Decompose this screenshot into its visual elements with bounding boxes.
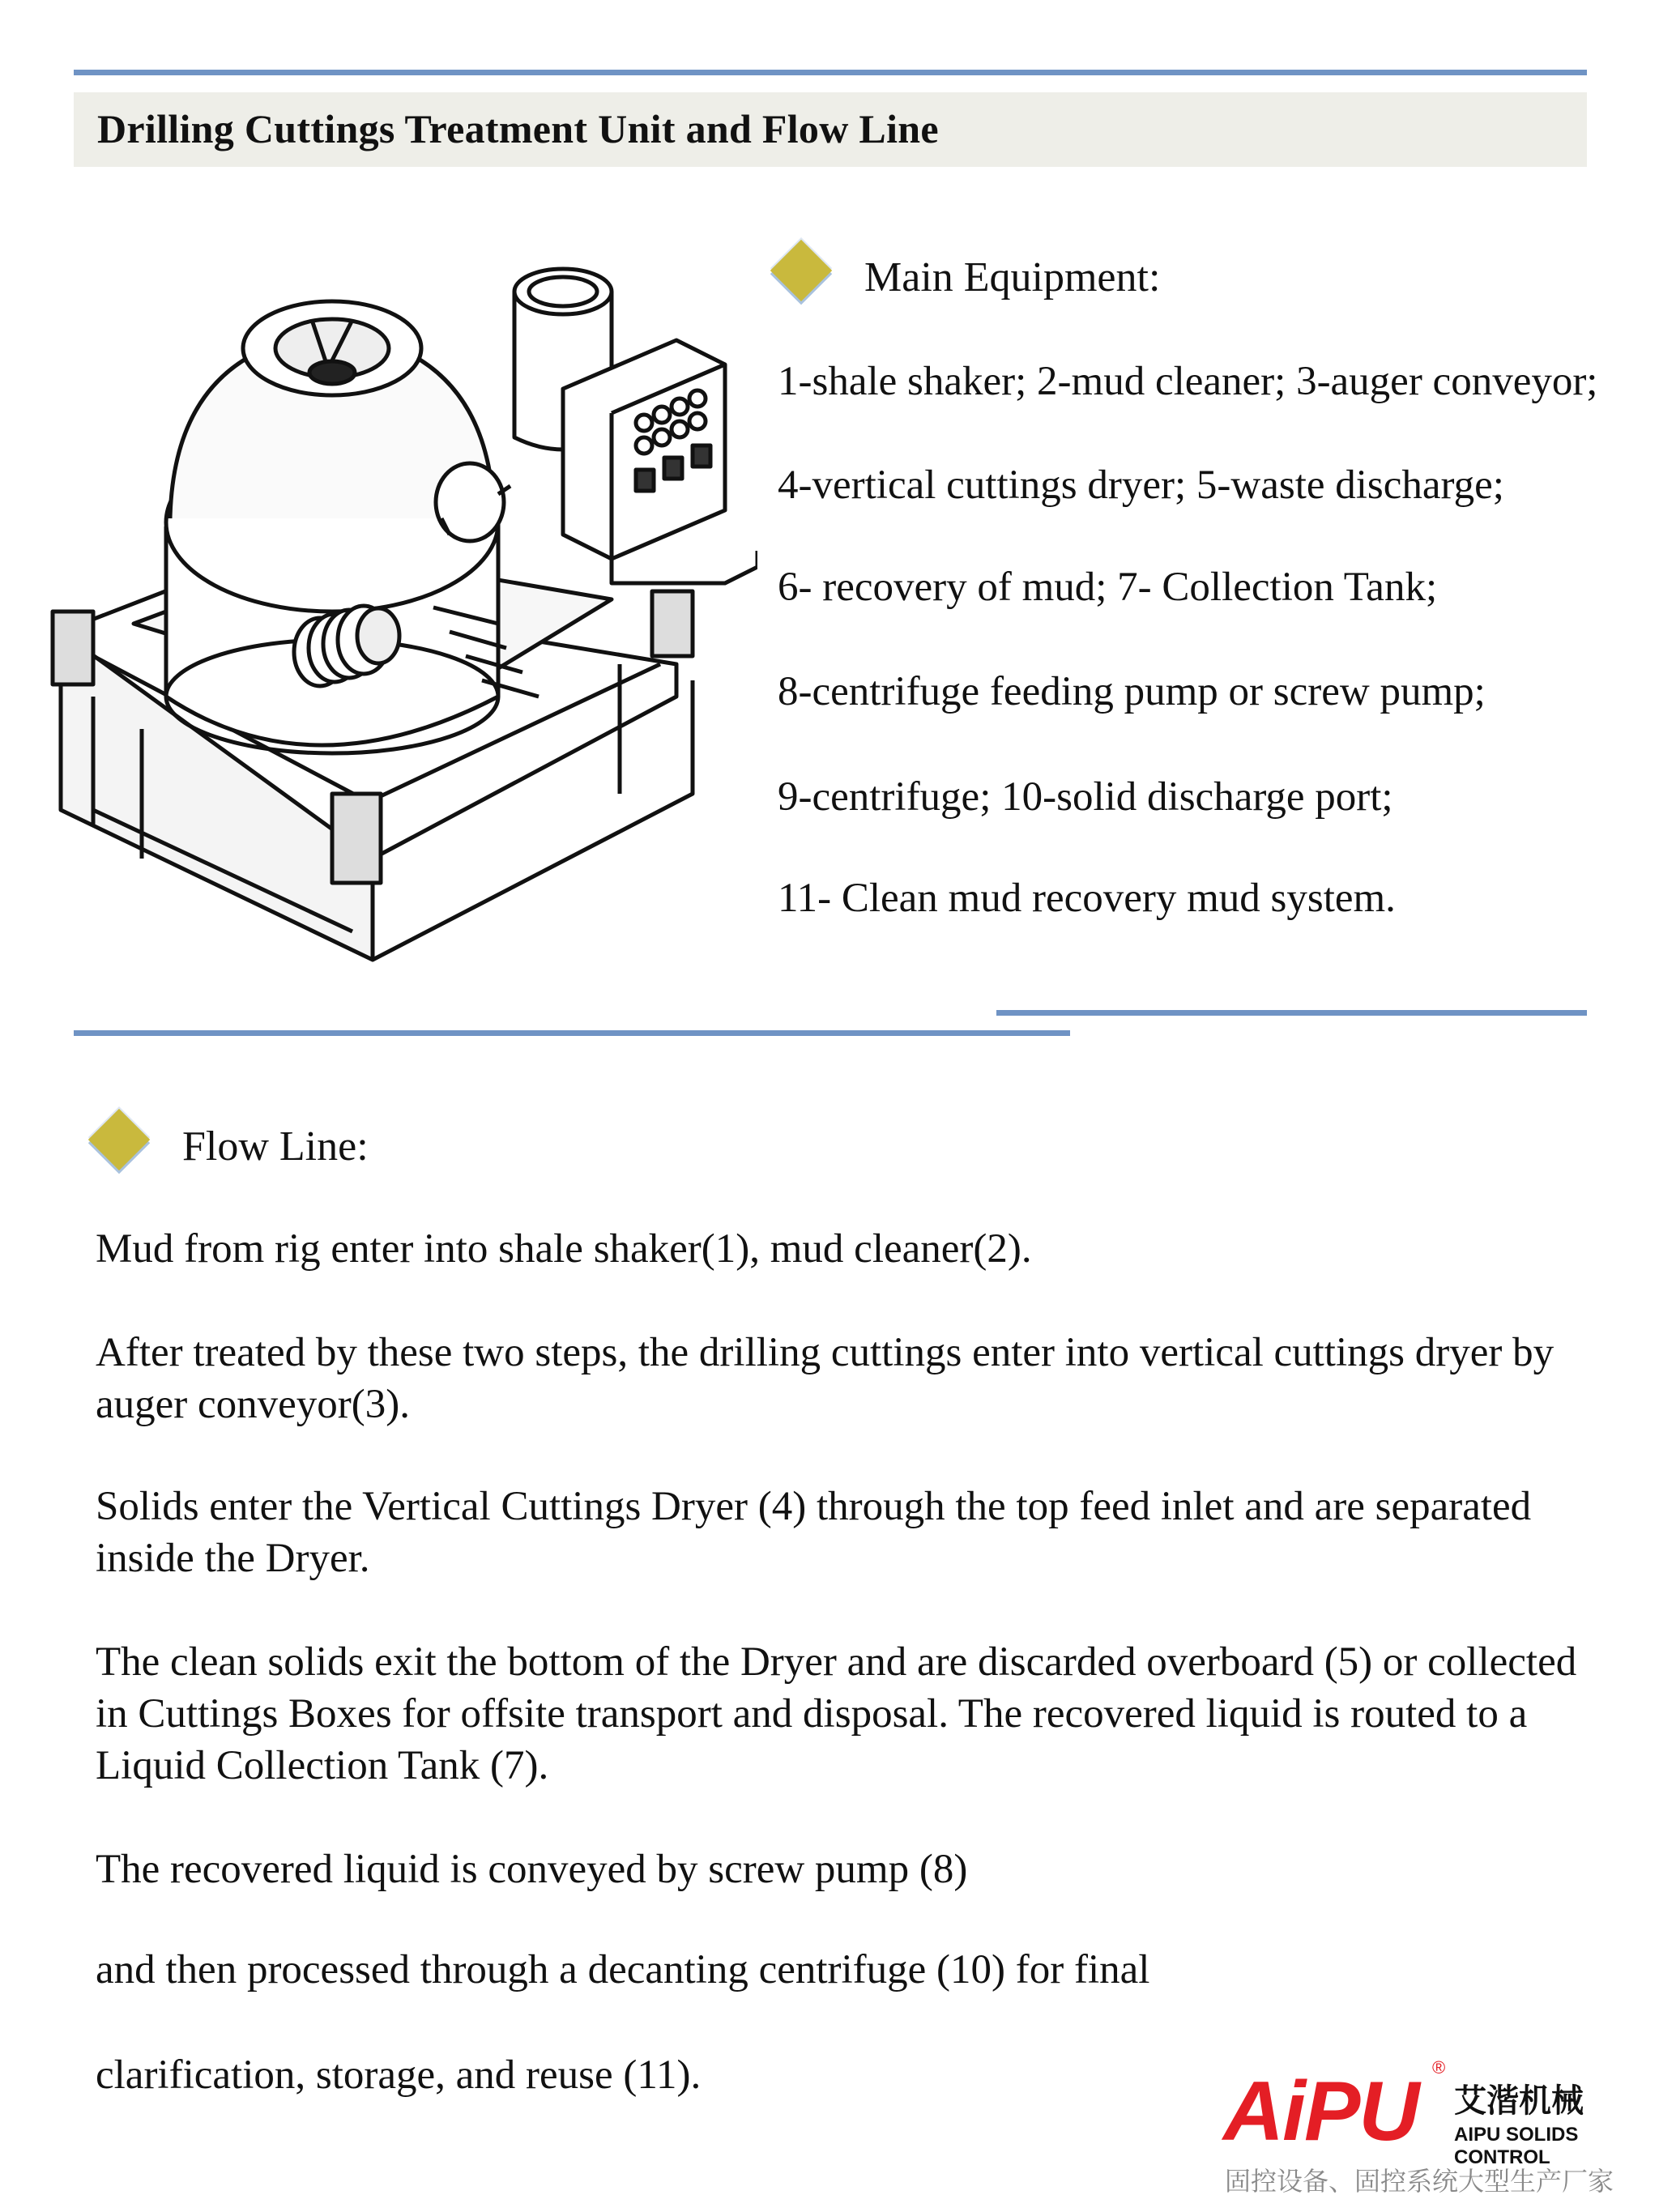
flow-paragraph: and then processed through a decanting centrifuge (10) for final [96,1947,1150,1993]
top-rule [74,70,1587,75]
flow-paragraph: Mud from rig enter into shale shaker(1), mud cleaner(2). [96,1226,1032,1272]
main-equipment-heading: Main Equipment: [864,254,1161,300]
flow-paragraph: The recovered liquid is conveyed by screw pump (8) [96,1847,968,1892]
flow-paragraph: clarification, storage, and reuse (11). [96,2052,702,2098]
logo-english-name: AIPU SOLIDS CONTROL [1454,2124,1579,2168]
flow-paragraph: The clean solids exit the bottom of the Dryer and are discarded overboard (5) or collected in Cuttings Boxes for offsite transport and disposal. The recovered liquid is routed to a Liquid Collection Tank (7). [96,1639,1577,1788]
equipment-line: 4-vertical cuttings dryer; 5-waste discharge; [778,462,1504,508]
flow-paragraph: After treated by these two steps, the drilling cuttings enter into vertical cuttings dryer by auger conveyor(3). [96,1330,1555,1427]
bullet-diamond-icon [88,1109,150,1170]
divider-rule-right [996,1010,1587,1016]
cuttings-dryer-illustration [45,243,757,964]
logo-chinese-name: 艾湝机械 [1454,2082,1584,2120]
page-title: Drilling Cuttings Treatment Unit and Flow Line [97,106,939,151]
flow-paragraph: Solids enter the Vertical Cuttings Dryer (4) through the top feed inlet and are separated inside the Dryer. [96,1484,1532,1581]
registered-mark: ® [1432,2057,1446,2078]
logo-slogan: 固控设备、固控系统大型生产厂家 [1225,2166,1614,2197]
equipment-line: 11- Clean mud recovery mud system. [778,876,1396,921]
divider-rule-left [74,1030,1070,1036]
bullet-diamond-icon [770,240,832,301]
equipment-line: 6- recovery of mud; 7- Collection Tank; [778,565,1438,610]
equipment-line: 9-centrifuge; 10-solid discharge port; [778,774,1393,820]
flow-line-heading: Flow Line: [182,1123,369,1170]
equipment-line: 8-centrifuge feeding pump or screw pump; [778,669,1486,714]
logo-mark: AiPU [1223,2065,1418,2159]
aipu-logo [1223,2057,1644,2203]
equipment-line: 1-shale shaker; 2-mud cleaner; 3-auger conveyor; [778,359,1598,404]
